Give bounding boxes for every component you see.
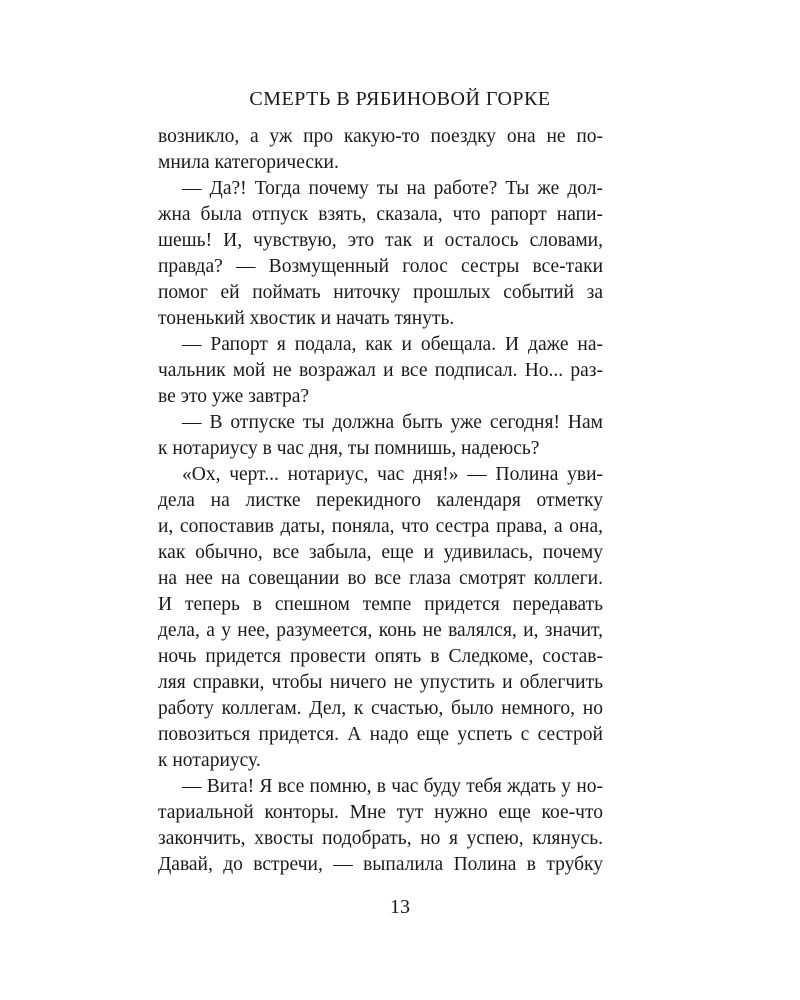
text-line: чальник мой не возражал и все подписал. Но... раз- <box>158 360 603 381</box>
text-line: «Ох, черт... нотариус, час дня!» — Полина уви- <box>182 464 603 485</box>
text-line: ве это уже завтра? <box>158 386 310 407</box>
text-line: ляя справки, чтобы ничего не упустить и облегчить <box>158 672 603 693</box>
text-line: к нотариусу в час дня, ты помнишь, надеюсь? <box>158 438 540 459</box>
text-line: как обычно, все забыла, еще и удивилась, почему <box>158 542 603 563</box>
text-line: — Рапорт я подала, как и обещала. И даже на- <box>182 334 603 355</box>
running-head: СМЕРТЬ В РЯБИНОВОЙ ГОРКЕ <box>249 88 551 110</box>
text-line: — Да?! Тогда почему ты на работе? Ты же дол- <box>182 178 603 199</box>
text-line: и, сопоставив даты, поняла, что сестра права, а она, <box>158 516 603 537</box>
text-line: дела, а у нее, разумеется, конь не валялся, и, значит, <box>158 620 603 641</box>
text-line: жна была отпуск взять, сказала, что рапорт напи- <box>158 204 603 225</box>
text-line: И теперь в спешном темпе придется передавать <box>158 594 603 615</box>
text-line: работу коллегам. Дел, к счастью, было немного, но <box>158 698 603 719</box>
text-line: на нее на совещании во все глаза смотрят коллеги. <box>158 568 603 589</box>
text-line: к нотариусу. <box>158 750 261 771</box>
text-line: закончить, хвосты подобрать, но я успею, клянусь. <box>158 828 603 849</box>
text-line: помог ей поймать ниточку прошлых событий за <box>158 282 603 303</box>
text-line: Давай, до встречи, — выпалила Полина в трубку <box>158 854 603 875</box>
text-line: — В отпуске ты должна быть уже сегодня! Нам <box>182 412 603 433</box>
body-text <box>158 124 603 878</box>
text-line: шешь! И, чувствую, это так и осталось словами, <box>158 230 603 251</box>
text-line: правда? — Возмущенный голос сестры все-таки <box>158 256 603 277</box>
text-line: повозиться придется. А надо еще успеть с сестрой <box>158 724 603 745</box>
text-line: дела на листке перекидного календаря отметку <box>158 490 603 511</box>
text-line: возникло, а уж про какую-то поездку она не по- <box>158 126 603 147</box>
text-line: ночь придется провести опять в Следкоме, состав- <box>158 646 603 667</box>
text-line: тоненький хвостик и начать тянуть. <box>158 308 455 329</box>
text-line: — Вита! Я все помню, в час буду тебя ждать у но- <box>182 776 603 797</box>
page-number: 13 <box>390 896 410 918</box>
text-line: тариальной конторы. Мне тут нужно еще кое-что <box>158 802 603 823</box>
text-line: мнила категорически. <box>158 152 339 173</box>
